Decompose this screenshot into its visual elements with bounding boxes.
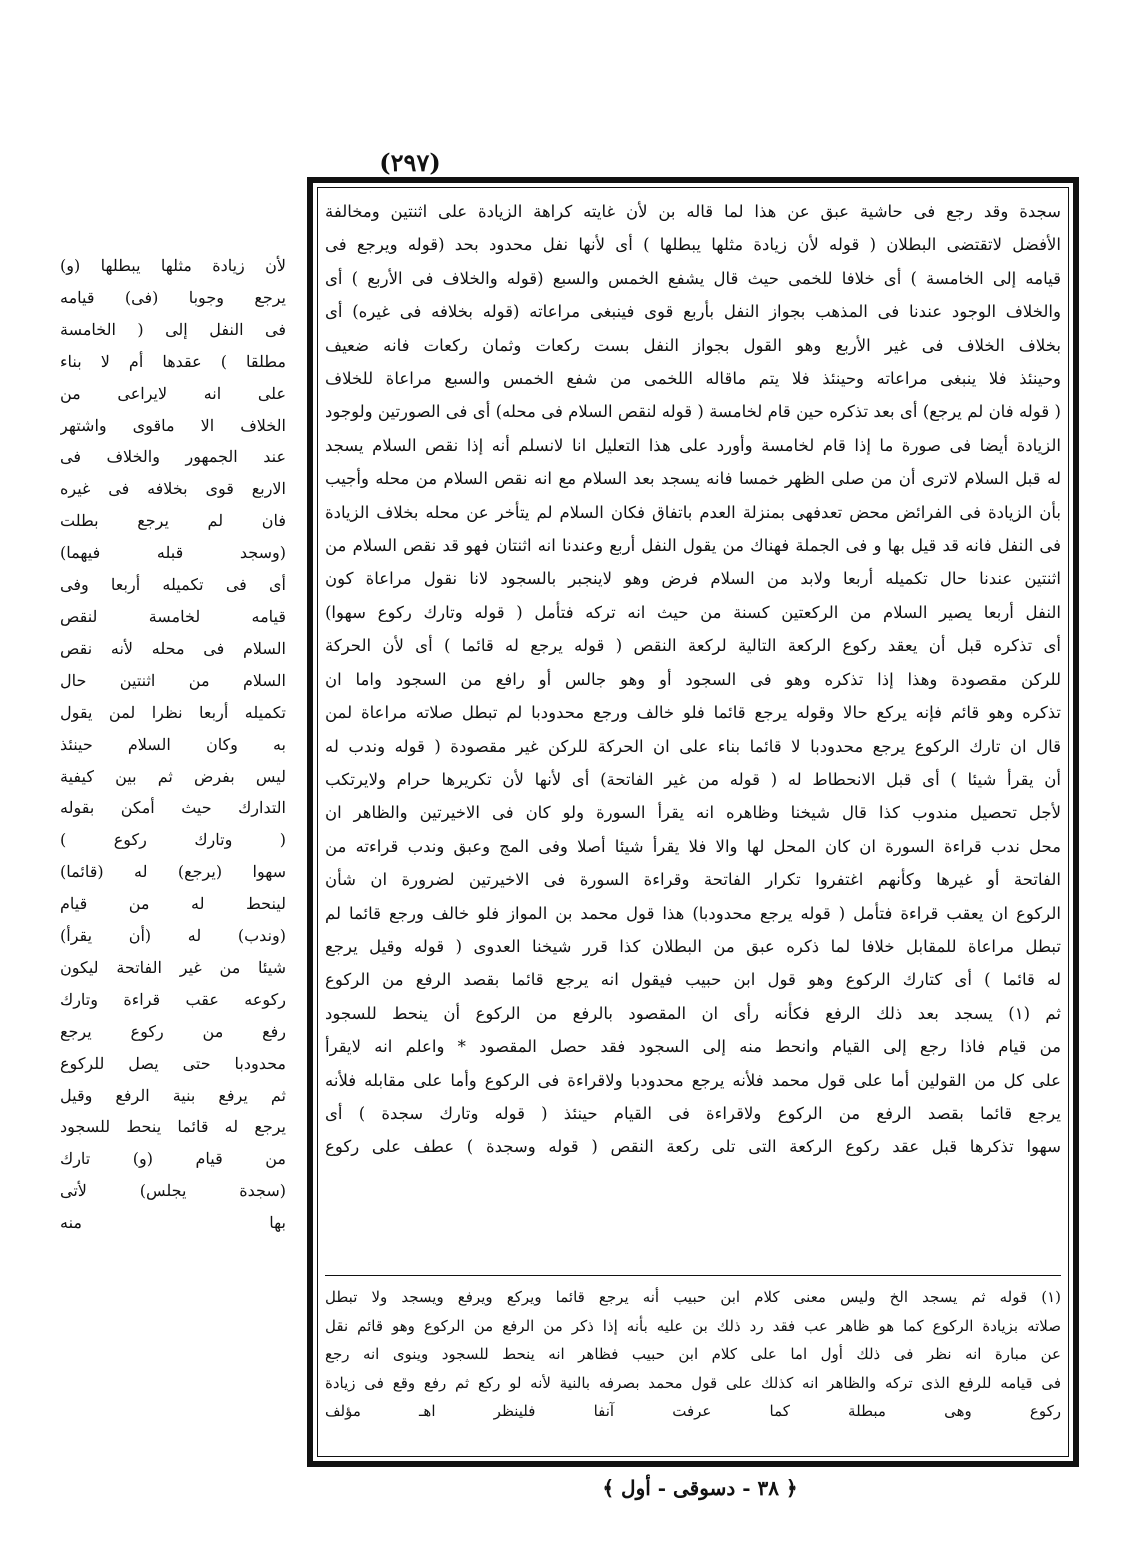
footnote-line: صلاته بزيادة الركوع كما هو ظاهر عب فقد رد ذلك بن عليه بأنه إذا ذكر من الرفع من الركوع وهو قائم نقل — [325, 1316, 1061, 1335]
side-text-line: لأن زيادة مثلها يبطلها (و) — [60, 256, 286, 275]
main-text-line: له قائما ) أى كتارك الركوع وهو قول ابن حبيب فيقول انه يرجع قائما بقصد الرفع من الركوع — [325, 970, 1061, 990]
main-text-line: سجدة وقد رجع فى حاشية عبق عن هذا لما قاله بن لأن غايته كراهة الزيادة على اثنتين ومخالفة — [325, 202, 1061, 221]
side-text-line: سهوا (يرجع) له (قائما) — [60, 862, 286, 882]
footnote-line: ركوع وهى مبطلة كما عرفت آنفا فلينظر اهـ مؤلف — [325, 1402, 1061, 1420]
main-text-line: بأن الزيادة فى الفرائض محض تعدفهى بمنزلة العدم باتفاق فكان السلام لم يتأخر عن محله بخلاف الزيادة — [325, 502, 1061, 522]
side-text-line: الخلاف الا ماقوى واشتهر — [60, 415, 286, 435]
main-text-line: قيامه إلى الخامسة ) أى خلافا للخمى حيث قال يشفع الخمس والسبع (قوله والخلاف فى الأربع ) أى — [325, 268, 1061, 288]
side-text-line: ثم يرفع بنية الرفع وقيل — [60, 1085, 286, 1105]
side-text-line: به وكان السلام حينئذ — [60, 734, 286, 754]
side-text-line: تكميله أربعا نظرا لمن يقول — [60, 702, 286, 722]
main-commentary — [325, 195, 1061, 1255]
side-text-line: من قيام (و) تارك — [60, 1149, 286, 1169]
side-text-line: قيامه لخامسة لنقص — [60, 606, 286, 626]
footnote-line: (١) قوله ثم يسجد الخ وليس معنى كلام ابن حبيب أنه يرجع قائما ويركع ويرفع ويسجد ولا تبطل — [325, 1288, 1061, 1306]
main-text-line: تذكره وهو قائم فإنه يركع حالا وقوله يرجع قائما فلو خالف ورجع محدودبا لم تبطل صلاته مراعاة لمن — [325, 703, 1061, 723]
side-text-line: يرجع وجوبا (فى) قيامه — [60, 287, 286, 307]
side-text-line: محدودبا حتى يصل للركوع — [60, 1053, 286, 1073]
side-text-line: ركوعه عقب قراءة وتارك — [60, 989, 286, 1009]
side-text-line: شيئا من غير الفاتحة ليكون — [60, 957, 286, 977]
side-text-line: السلام فى محله لأنه نقص — [60, 638, 286, 658]
side-text-line: (وسجد قبله فيهما) — [60, 543, 286, 563]
main-text-line: وحينئذ فلا ينبغى مراعاته وحينئذ فلا يتم ماقاله اللخمى من شفع الخمس والسبع مراعاة للخلاف — [325, 369, 1061, 389]
side-text-line: أى فى تكميله أربعا وفى — [60, 575, 286, 595]
main-text-line: للركن مقصودة وهذا إذا تذكره وهو فى السجود أو وهو جالس أو رافع من السجود واما ان — [325, 669, 1061, 689]
side-text-line: فان لم يرجع بطلت — [60, 511, 286, 531]
main-text-line: أن يقرأ شيئا ) أى قبل الانحطاط له ( قوله من غير الفاتحة) أى لأنها لأن تكريرها حرام ولايرتكب — [325, 769, 1061, 789]
page-number: (٢٩٧) — [379, 148, 441, 177]
side-text-line: (سجدة يجلس) لأتى — [60, 1181, 286, 1201]
main-text-line: فى النفل فانه قد قيل بها و فى الجملة فهناك من يقول النفل أربع وعندنا انه اثنتان فهو قد نقص السلام من — [325, 536, 1061, 556]
side-text-line: الاربع قوى بخلافه فى غيره — [60, 479, 286, 499]
side-text-line: رفع من ركوع يرجع — [60, 1021, 286, 1041]
main-text-line: اثنتين عندنا حال تكميله أربعا ولابد من السلام فرض وهو لاينجبر بالسجود لانا نقول مراعاة كون — [325, 569, 1061, 589]
main-text-line: ثم (١) يسجد بعد ذلك الرفع فكأنه رأى ان المقصود بالرفع من الركوع أن ينحط للسجود — [325, 1003, 1061, 1023]
side-text-line: لينحط له من قيام — [60, 894, 286, 914]
side-text-line: (وندب) له (أن يقرأ) — [60, 926, 286, 946]
side-text-line: عند الجمهور والخلاف فى — [60, 447, 286, 467]
main-text-line: النفل أربعا يصير السلام من الركعتين كسنة من حيث انه تركه فتأمل ( قوله وتارك ركوع سهوا) — [325, 602, 1061, 622]
side-text-line: بها منه — [60, 1213, 286, 1233]
main-text-line: من قيام فاذا رجع إلى القيام وانحط منه إلى السجود فقد حصل المقصود * واعلم انه لايقرأ — [325, 1037, 1061, 1057]
footnote — [325, 1283, 1061, 1426]
text-frame — [307, 177, 1079, 1467]
footnote-divider — [325, 1275, 1061, 1276]
main-text-line: ( قوله فان لم يرجع) أى بعد تذكره حين قام لخامسة ( قوله لنقص السلام فى محله) أى فى الصورتين ولوجود — [325, 402, 1061, 422]
side-text-line: مطلقا ) عقدها أم لا بناء — [60, 351, 286, 371]
main-text-line: أى تذكره قبل أن يعقد ركوع الركعة التالية لركعة النقص ( قوله يرجع له قائما ) أى لأن الحركة — [325, 636, 1061, 656]
main-text-line: الفاتحة أو غيرها وكأنهم اغتفروا تكرار الفاتحة وقراءة السورة فى الاخيرتين لضرورة ان شأن — [325, 870, 1061, 890]
main-text-line: الأفضل لاتقتضى البطلان ( قوله لأن زيادة مثلها يبطلها ) أى لأنها نفل محدود بحد (قوله ويرجع فى — [325, 235, 1061, 255]
main-text-line: والخلاف الوجود عندنا فى المذهب بجواز النفل بأربع قوى فينبغى مراعاته (قوله بخلافه فى غيره) أى — [325, 302, 1061, 322]
main-text-line: الركوع ان يعقب قراءة فتأمل ( قوله يرجع محدودبا) هذا قول محمد بن المواز فلو خالف ورجع قائما لم — [325, 903, 1061, 923]
side-text-line: التدارك حيث أمكن بقوله — [60, 798, 286, 818]
side-text-line: على انه لايراعى من — [60, 383, 286, 403]
footnote-line: عن مبارة انه نظر فى ذلك أول اما على كلام ابن حبيب فظاهر انه ينحط للسجود وينوى انه رجع — [325, 1345, 1061, 1363]
side-text-line: يرجع له قائما ينحط للسجود — [60, 1117, 286, 1137]
main-text-line: قال ان تارك الركوع يرجع محدودبا لا قائما بناء على ان الحركة للركن غير مقصودة ( قوله وندب له — [325, 736, 1061, 756]
main-text-line: لأجل تحصيل مندوب كذا قال شيخنا وظاهره انه يقرأ السورة ولو كان فى الاخيرتين والظاهر ان — [325, 803, 1061, 823]
main-text-line: محل ندب قراءة السورة ان كان المحل لها والا فلا يقرأ شيئا أصلا وفى المج وعبق وندب قراءته من — [325, 836, 1061, 856]
main-text-line: له قبل السلام لاترى أن من صلى الظهر خمسا فانه يسجد بعد السلام مع انه نقص السلام من محله وأجيب — [325, 469, 1061, 489]
side-text-line: السلام من اثنتين حال — [60, 670, 286, 690]
side-text-line: ليس بفرض ثم بين كيفية — [60, 766, 286, 786]
main-text-line: على كل من القولين أما على قول محمد فلأنه يرجع محدودبا ولاقراءة فى الركوع وأما على مقابله فلأنه — [325, 1070, 1061, 1090]
main-text-line: سهوا تذكرها قبل عقد ركوع الركعة التى تلى ركعة النقص ( قوله وسجدة ) عطف على ركوع — [325, 1137, 1061, 1157]
main-text-line: يرجع قائما بقصد الرفع من الركوع ولاقراءة فى القيام حينئذ ( قوله وتارك سجدة ) أى — [325, 1103, 1061, 1123]
signature-caption: ﴿ ٣٨ - دسوقى - أول ﴾ — [602, 1476, 798, 1500]
side-text-line: ( وتارك ركوع ) — [60, 830, 286, 850]
footnote-line: فى قيامه للرفع الذى تركه والظاهر انه كذلك على قول محمد بصرفه بالنية لأنه لو ركع ثم رفع وقع فى زيادة — [325, 1373, 1061, 1392]
main-text-line: بخلاف الخلاف فى غير الأربع وهو القول بجواز النفل بست ركعات وثمان ركعات فانه ضعيف — [325, 335, 1061, 355]
main-text-line: الزيادة أيضا فى صورة ما إذا قام لخامسة وأورد على هذا التعليل انا لانسلم أنه إذا نقص السلام يسجد — [325, 435, 1061, 455]
side-column — [60, 250, 286, 1239]
main-text-line: تبطل مراعاة للمقابل خلافا لما ذكره عبق من البطلان كذا قرر شيخنا العدوى ( قوله وقيل يرجع — [325, 936, 1061, 956]
side-text-line: فى النفل إلى ( الخامسة — [60, 319, 286, 339]
